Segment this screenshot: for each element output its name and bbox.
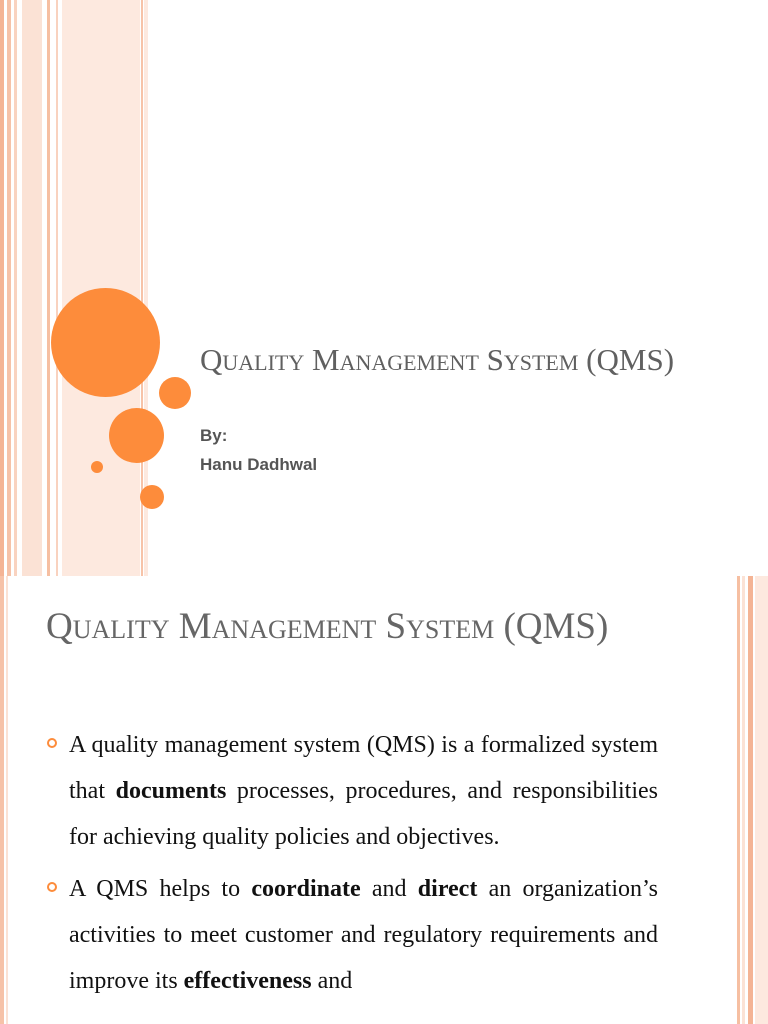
decorative-circle: [140, 485, 164, 509]
bullet-text: processes, procedures, and responsibilities for achieving quality policies and objectives.: [69, 778, 658, 850]
slide-title: Quality Management System (QMS): [200, 342, 675, 377]
decorative-stripe: [755, 576, 768, 1024]
bullet-text: A QMS helps to: [69, 876, 252, 902]
decorative-stripe: [748, 576, 753, 1024]
decorative-circle: [109, 408, 164, 463]
decorative-stripe: [0, 0, 4, 576]
decorative-stripe: [0, 576, 4, 1024]
slide-title: Quality Management System (QMS): [46, 606, 609, 647]
decorative-circle: [159, 377, 191, 409]
decorative-stripe: [7, 0, 11, 576]
circle-bullet-icon: [47, 882, 57, 892]
bullet-emphasis: coordinate: [251, 876, 361, 902]
by-label: By:: [200, 426, 228, 445]
decorative-stripe: [56, 0, 58, 576]
bullet-text: and: [360, 876, 418, 902]
decorative-stripe: [22, 0, 42, 576]
bullet-emphasis: direct: [417, 876, 478, 902]
bullet-text: and: [311, 968, 353, 994]
author-name: Hanu Dadhwal: [200, 455, 318, 474]
decorative-stripe: [737, 576, 740, 1024]
decorative-stripe: [6, 576, 8, 1024]
content-slide: [0, 576, 768, 1024]
decorative-stripe: [47, 0, 50, 576]
bullet-text: an organization’s activities to meet customer and regulatory requirements and improve its: [69, 876, 658, 994]
bullet-item: [46, 866, 658, 1004]
decorative-circle: [91, 461, 103, 473]
bullet-list: [46, 722, 658, 1010]
decorative-stripe: [14, 0, 17, 576]
circle-bullet-icon: [47, 738, 57, 748]
bullet-text: A quality management system (QMS) is a formalized system that: [69, 732, 658, 804]
bullet-emphasis: documents: [115, 778, 227, 804]
decorative-stripe: [742, 576, 745, 1024]
bullet-emphasis: effectiveness: [183, 968, 312, 994]
bullet-item: [46, 722, 658, 860]
decorative-circle: [51, 288, 160, 397]
